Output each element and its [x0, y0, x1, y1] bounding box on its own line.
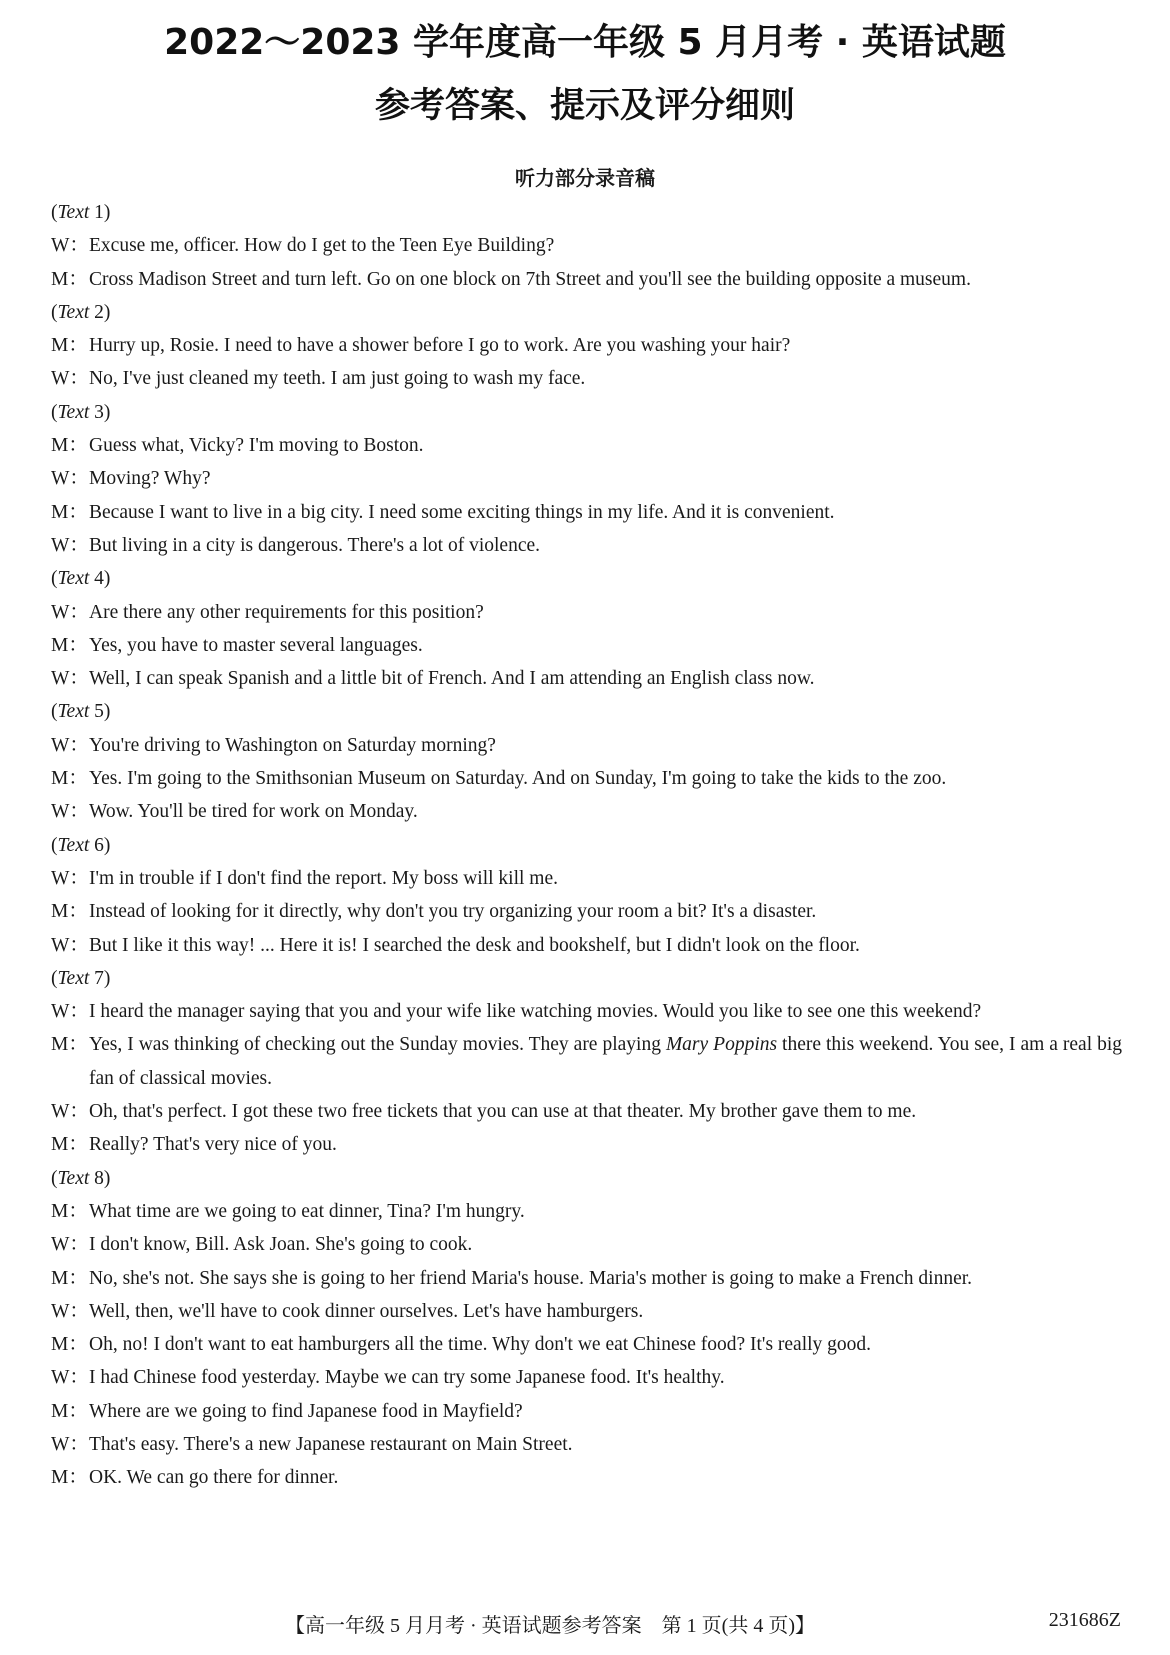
text-label-prefix: Text — [57, 401, 90, 423]
dialogue-text: Guess what, Vicky? I'm moving to Boston. — [89, 435, 424, 457]
text-label: (Text 5) — [51, 701, 111, 723]
text-label-prefix: Text — [57, 202, 90, 223]
speaker-label: W： — [51, 1234, 89, 1256]
text-label-prefix: Text — [57, 568, 90, 590]
speaker-label: M： — [51, 768, 88, 790]
speaker-label: M： — [51, 1467, 88, 1489]
document-subtitle: 参考答案、提示及评分细则 — [374, 86, 795, 126]
dialogue-text: I heard the manager saying that you and your wife like watching movies. Would you like to see one this weekend? — [89, 1001, 982, 1023]
speaker-label: M： — [51, 1400, 88, 1422]
dialogue-text: Cross Madison Street and turn left. Go on one block on 7th Street and you'll see the building opposite a museum. — [89, 268, 971, 290]
dialogue-text: Yes. I'm going to the Smithsonian Museum on Saturday. And on Sunday, I'm going to take the kids to the zoo. — [89, 768, 947, 790]
text-label-number: 7 — [94, 967, 104, 989]
dialogue-text: I had Chinese food yesterday. Maybe we can try some Japanese food. It's healthy. — [89, 1367, 725, 1389]
speaker-label: M： — [51, 1134, 88, 1156]
dialogue-line — [51, 662, 1122, 695]
dialogue-line — [51, 496, 1122, 529]
dialogue-text: But living in a city is dangerous. There's a lot of violence. — [89, 534, 541, 556]
dialogue-line — [51, 895, 1122, 928]
dialogue-line — [51, 795, 1122, 828]
dialogue-text: Yes, you have to master several languages. — [89, 634, 423, 656]
speaker-label: W： — [51, 1433, 89, 1455]
dialogue-line — [51, 929, 1122, 962]
speaker-label: W： — [51, 468, 89, 490]
dialogue-line — [51, 1328, 1122, 1361]
dialogue-line — [51, 263, 1122, 296]
dialogue-text: I'm in trouble if I don't find the report. My boss will kill me. — [89, 867, 559, 889]
dialogue-text: I don't know, Bill. Ask Joan. She's going to cook. — [89, 1234, 473, 1256]
dialogue-text: No, I've just cleaned my teeth. I am just going to wash my face. — [89, 368, 586, 390]
text-label-number: 6 — [94, 834, 104, 856]
dialogue-text: Well, then, we'll have to cook dinner ourselves. Let's have hamburgers. — [89, 1300, 644, 1322]
speaker-label: W： — [51, 1101, 89, 1123]
speaker-label: M： — [51, 1267, 88, 1289]
dialogue-text: Excuse me, officer. How do I get to the Teen Eye Building? — [89, 235, 555, 257]
dialogue-line — [51, 1228, 1122, 1261]
dialogue-line — [51, 1028, 1122, 1095]
dialogue-line — [51, 1195, 1122, 1228]
dialogue-line — [51, 995, 1122, 1028]
dialogue-line — [51, 862, 1122, 895]
text-label-number: 8 — [94, 1167, 104, 1189]
dialogue-text: Because I want to live in a big city. I need some exciting things in my life. And it is convenient. — [89, 501, 835, 523]
dialogue-text: Oh, no! I don't want to eat hamburgers all the time. Why don't we eat Chinese food? It's really good. — [89, 1334, 872, 1356]
speaker-label: W： — [51, 867, 89, 889]
dialogue-text: Yes, I was thinking of checking out the Sunday movies. They are playing Mary Poppins there this weekend. You see, I am a real big fan of classical movies. — [89, 1034, 1123, 1089]
dialogue-text: Instead of looking for it directly, why don't you try organizing your room a bit? It's a disaster. — [89, 901, 817, 923]
dialogue-text: Wow. You'll be tired for work on Monday. — [89, 801, 418, 823]
speaker-label: W： — [51, 734, 89, 756]
speaker-label: W： — [51, 534, 89, 556]
speaker-label: M： — [51, 901, 88, 923]
text-label: (Text 2) — [51, 301, 111, 323]
speaker-label: M： — [51, 335, 88, 357]
speaker-label: W： — [51, 1001, 89, 1023]
text-label-number: 5 — [94, 701, 104, 723]
dialogue-text: Oh, that's perfect. I got these two free tickets that you can use at that theater. My brother gave them to me. — [89, 1101, 917, 1123]
dialogue-line — [51, 1428, 1122, 1461]
text-label-prefix: Text — [57, 967, 90, 989]
text-label: (Text 1) — [51, 202, 111, 223]
speaker-label: W： — [51, 668, 89, 690]
dialogue-text: OK. We can go there for dinner. — [89, 1467, 339, 1489]
speaker-label: M： — [51, 268, 88, 290]
speaker-label: W： — [51, 801, 89, 823]
dialogue-line — [51, 1095, 1122, 1128]
speaker-label: W： — [51, 235, 89, 257]
dialogue-text: Well, I can speak Spanish and a little bit of French. And I am attending an English class now. — [89, 668, 815, 690]
dialogue-line — [51, 329, 1122, 362]
speaker-label: M： — [51, 501, 88, 523]
text-label: (Text 6) — [51, 834, 111, 856]
text-label-prefix: Text — [57, 701, 90, 723]
dialogue-line — [51, 1461, 1122, 1494]
page-footer — [0, 1609, 1170, 1643]
text-label-number: 2 — [94, 301, 104, 323]
speaker-label: W： — [51, 368, 89, 390]
dialogue-text: No, she's not. She says she is going to her friend Maria's house. Maria's mother is going to make a French dinner. — [89, 1267, 973, 1289]
text-label-prefix: Text — [57, 834, 90, 856]
dialogue-line — [51, 1361, 1122, 1394]
speaker-label: M： — [51, 1034, 88, 1056]
text-label-number: 4 — [94, 568, 104, 590]
dialogue-text: Moving? Why? — [89, 468, 211, 490]
dialogue-line — [51, 429, 1122, 462]
text-label-prefix: Text — [57, 1167, 90, 1189]
document-title: 2022～2023 学年度高一年级 5 月月考 · 英语试题 — [164, 22, 1006, 63]
listening-transcript — [51, 196, 1122, 1495]
text-label: (Text 7) — [51, 967, 111, 989]
dialogue-line — [51, 1128, 1122, 1161]
dialogue-text: Are there any other requirements for this position? — [89, 601, 484, 623]
text-label-number: 3 — [94, 401, 104, 423]
text-label: (Text 8) — [51, 1167, 111, 1189]
dialogue-text: You're driving to Washington on Saturday morning? — [89, 734, 496, 756]
dialogue-text: Really? That's very nice of you. — [89, 1134, 337, 1156]
dialogue-text: Hurry up, Rosie. I need to have a shower before I go to work. Are you washing your hair? — [89, 335, 791, 357]
speaker-label: M： — [51, 1200, 88, 1222]
section-title: 听力部分录音稿 — [515, 166, 655, 190]
dialogue-line — [51, 729, 1122, 762]
speaker-label: M： — [51, 435, 88, 457]
dialogue-line — [51, 529, 1122, 562]
text-label: (Text 4) — [51, 568, 111, 590]
dialogue-text: But I like it this way! ... Here it is! I searched the desk and bookshelf, but I didn't look on the floor. — [89, 934, 860, 956]
text-label-number: 1 — [94, 202, 104, 223]
dialogue-line — [51, 229, 1122, 262]
dialogue-text: What time are we going to eat dinner, Tina? I'm hungry. — [89, 1200, 525, 1222]
dialogue-text: That's easy. There's a new Japanese restaurant on Main Street. — [89, 1433, 573, 1455]
dialogue-line — [51, 362, 1122, 395]
footer-doc-code: 231686Z — [1048, 1609, 1121, 1631]
dialogue-text: Where are we going to find Japanese food in Mayfield? — [89, 1400, 523, 1422]
dialogue-line — [51, 629, 1122, 662]
speaker-label: W： — [51, 601, 89, 623]
footer-page-info: 【高一年级 5 月月考 · 英语试题参考答案 第 1 页(共 4 页)】 — [285, 1615, 815, 1637]
movie-title: Mary Poppins — [665, 1034, 778, 1056]
text-label: (Text 3) — [51, 401, 111, 423]
speaker-label: M： — [51, 1334, 88, 1356]
speaker-label: W： — [51, 934, 89, 956]
dialogue-line — [51, 1262, 1122, 1295]
dialogue-line — [51, 1295, 1122, 1328]
dialogue-line — [51, 762, 1122, 795]
dialogue-line — [51, 1395, 1122, 1428]
speaker-label: W： — [51, 1300, 89, 1322]
speaker-label: W： — [51, 1367, 89, 1389]
dialogue-line — [51, 596, 1122, 629]
dialogue-line — [51, 462, 1122, 495]
speaker-label: M： — [51, 634, 88, 656]
text-label-prefix: Text — [57, 301, 90, 323]
